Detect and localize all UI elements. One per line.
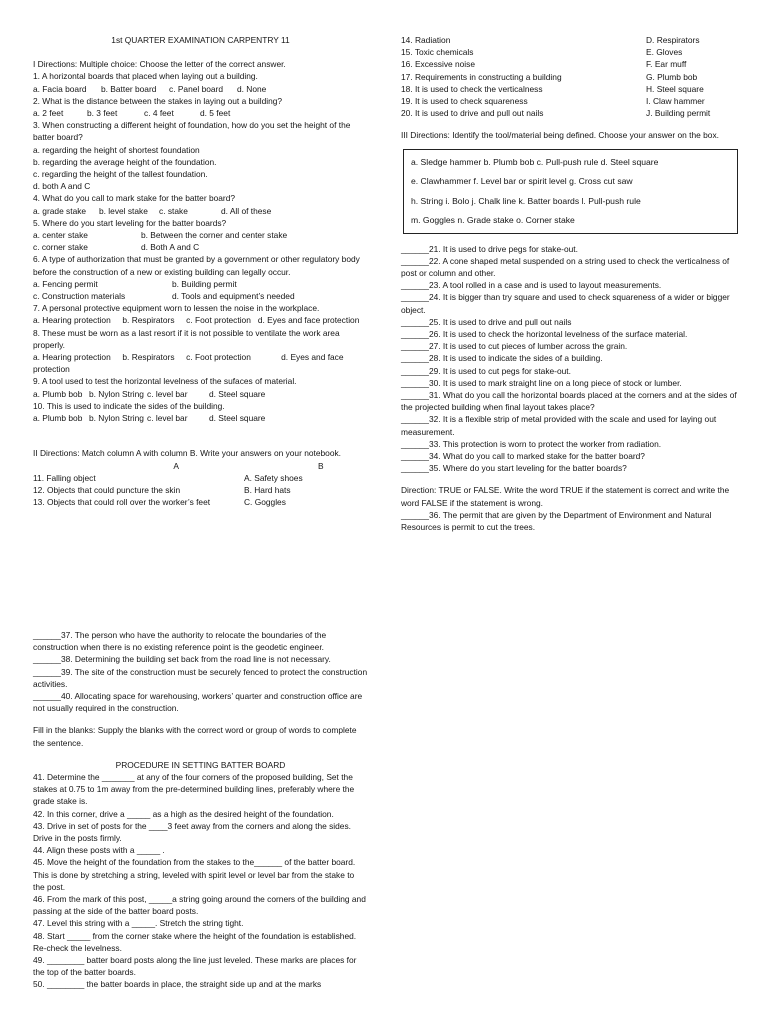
choice: d. All of these	[221, 205, 272, 216]
choice: c. Foot protection	[186, 352, 251, 363]
fill-blank-item: 47. Level this string with a _____. Stretch the string tight.	[33, 918, 244, 929]
choice: d. 5 feet	[200, 108, 231, 119]
choices-row	[33, 412, 368, 424]
true-false-item: ______40. Allocating space for warehousing, workers’ quarter and construction office are not usually required in the construction.	[33, 691, 363, 714]
part4-directions: Direction: TRUE or FALSE. Write the word TRUE if the statement is correct and write the word FALSE if the statement is wrong.	[401, 485, 730, 508]
choice: a. 2 feet	[33, 108, 64, 119]
choice: b. 3 feet	[87, 108, 118, 119]
question-text: 5. Where do you start leveling for the batter boards?	[33, 217, 227, 228]
question-text: 9. A tool used to test the horizontal levelness of the sufaces of material.	[33, 376, 297, 387]
question	[33, 400, 368, 424]
choices-row	[33, 278, 368, 290]
match-item-a: 14. Radiation	[401, 35, 451, 45]
identification-item: ______24. It is bigger than try square and used to check squareness of a wider or bigger object.	[401, 292, 730, 315]
question	[33, 302, 368, 326]
choices-row	[33, 205, 368, 217]
choices-row	[33, 241, 368, 253]
choice: d. Both A and C	[141, 242, 200, 253]
match-row	[33, 496, 368, 508]
choice: a. Hearing protection	[33, 315, 111, 326]
choice: b. level stake	[99, 205, 148, 216]
part2-directions: II Directions: Match column A with column B. Write your answers on your notebook.	[33, 448, 341, 459]
choice: c. level bar	[147, 388, 188, 399]
choice: a. grade stake	[33, 205, 87, 216]
question	[33, 327, 368, 376]
match-item-b: I. Claw hammer	[646, 96, 705, 107]
identification-item: ______23. A tool rolled in a case and is used to layout measurements.	[401, 280, 662, 291]
choice: c. level bar	[147, 413, 188, 424]
choice: c. Construction materials	[33, 291, 126, 302]
match-row	[33, 484, 368, 496]
exam-title: 1st QUARTER EXAMINATION CARPENTRY 11	[111, 35, 290, 45]
box-line: m. Goggles n. Grade stake o. Corner stake	[411, 215, 575, 226]
choice: c. 4 feet	[144, 108, 174, 119]
column-b-header: B	[318, 460, 324, 471]
true-false-item: ______36. The permit that are given by the Department of Environment and Natural Resources is permit to cut the trees.	[401, 509, 712, 533]
fill-blank-item: 42. In this corner, drive a _____ as a high as the desired height of the foundation.	[33, 808, 334, 819]
choice: b. Respirators	[122, 352, 175, 363]
choices-flow	[33, 314, 368, 326]
identification-item: ______29. It is used to cut pegs for stake-out.	[401, 365, 571, 376]
match-row	[401, 95, 738, 107]
choice: d. None	[237, 83, 267, 94]
question	[33, 375, 368, 399]
choice: b. Between the corner and center stake	[141, 230, 288, 241]
part3-directions: III Directions: Identify the tool/material being defined. Choose your answer on the box.	[401, 130, 719, 141]
match-row	[401, 107, 738, 119]
choice: a. center stake	[33, 230, 88, 241]
identification-item: ______35. Where do you start leveling for the batter boards?	[401, 463, 627, 474]
fill-blank-item: 44. Align these posts with a _____ .	[33, 845, 165, 856]
choice: a. Hearing protection	[33, 352, 111, 363]
identification-item: ______31. What do you call the horizontal boards placed at the corners and at the sides of the projected building when final layout takes place?	[401, 390, 737, 413]
choice: c. Foot protection	[186, 315, 251, 326]
match-item-a: 12. Objects that could puncture the skin	[33, 484, 181, 495]
match-item-b: C. Goggles	[244, 497, 286, 508]
identification-item: ______32. It is a flexible strip of metal provided with the scale and used for laying out measurement.	[401, 414, 717, 437]
question	[33, 119, 368, 192]
choice: d. Steel square	[209, 413, 266, 424]
question-text: 4. What do you call to mark stake for the batter board?	[33, 193, 236, 204]
match-item-a: 17. Requirements in constructing a building	[401, 71, 562, 82]
box-line: h. String i. Bolo j. Chalk line k. Batter boards l. Pull-push rule	[411, 195, 641, 206]
choice: b. Nylon String	[89, 413, 144, 424]
left-column	[33, 34, 368, 508]
box-line: a. Sledge hammer b. Plumb bob c. Pull-push rule d. Steel square	[411, 156, 659, 167]
choice: c. corner stake	[33, 242, 88, 253]
identification-item: ______21. It is used to drive pegs for stake-out.	[401, 243, 578, 254]
choice: a. Facia board	[33, 83, 87, 94]
part1-directions: I Directions: Multiple choice: Choose the letter of the correct answer.	[33, 59, 286, 70]
question	[33, 192, 368, 216]
choice: a. Plumb bob	[33, 388, 83, 399]
identification-item: ______27. It is used to cut pieces of lumber across the grain.	[401, 341, 628, 352]
match-item-a: 20. It is used to drive and pull out nails	[401, 108, 544, 119]
choice: d. Eyes and face protection	[257, 315, 360, 326]
choice: d. Steel square	[209, 388, 266, 399]
part5-directions: Fill in the blanks: Supply the blanks with the correct word or group of words to complete the sentence.	[33, 725, 357, 748]
match-item-b: H. Steel square	[646, 83, 704, 94]
match-item-b: E. Gloves	[646, 47, 683, 58]
question	[33, 95, 368, 119]
question-text: 8. These must be worn as a last resort if it is not possible to ventilate the work area properly.	[33, 327, 340, 350]
column-a-header: A	[173, 460, 179, 471]
match-item-b: F. Ear muff	[646, 59, 687, 70]
choice: a. Fencing permit	[33, 278, 98, 289]
question	[33, 217, 368, 254]
choices-flow	[33, 351, 368, 375]
choice: b. Building permit	[172, 278, 237, 289]
choice: b. Nylon String	[89, 388, 144, 399]
fill-blank-item: 48. Start _____ from the corner stake where the height of the foundation is established. Re-check the levelness.	[33, 930, 357, 953]
match-item-a: 19. It is used to check squareness	[401, 96, 528, 107]
true-false-item: ______37. The person who have the authority to relocate the boundaries of the construction when there is no existing reference point is the geodetic engineer.	[33, 630, 327, 653]
choices-row	[33, 290, 368, 302]
match-item-a: 13. Objects that could roll over the worker’s feet	[33, 497, 211, 508]
choice: c. Panel board	[169, 83, 224, 94]
choice: d. both A and C	[33, 181, 91, 192]
question-text: 7. A personal protective equipment worn to lessen the noise in the workplace.	[33, 303, 320, 314]
match-item-a: 15. Toxic chemicals	[401, 47, 474, 58]
box-line: e. Clawhammer f. Level bar or spirit level g. Cross cut saw	[411, 176, 633, 187]
match-item-b: B. Hard hats	[244, 484, 291, 495]
match-item-b: A. Safety shoes	[244, 472, 303, 483]
match-item-b: G. Plumb bob	[646, 71, 698, 82]
match-item-a: 11. Falling object	[33, 472, 96, 483]
identification-item: ______28. It is used to indicate the sides of a building.	[401, 353, 603, 364]
question-text: 1. A horizontal boards that placed when laying out a building.	[33, 71, 258, 82]
match-row	[401, 83, 738, 95]
question	[33, 70, 368, 94]
match-item-b: J. Building permit	[646, 108, 711, 119]
question-text: 2. What is the distance between the stakes in laying out a building?	[33, 95, 283, 106]
fill-blank-item: 50. ________ the batter boards in place, the straight side up and at the marks	[33, 979, 322, 990]
match-headers	[33, 460, 368, 472]
choices-row	[33, 388, 368, 400]
left-column-continued	[33, 629, 368, 991]
procedure-heading: PROCEDURE IN SETTING BATTER BOARD	[115, 759, 286, 770]
question-text: 3. When constructing a different height of foundation, how do you set the height of the batter board?	[33, 120, 351, 143]
choice: a. Plumb bob	[33, 413, 83, 424]
answer-choices-box	[403, 149, 738, 234]
choice: a. regarding the height of shortest foundation	[33, 144, 200, 155]
identification-item: ______30. It is used to mark straight line on a long piece of stock or lumber.	[401, 377, 682, 388]
question-text: 6. A type of authorization that must be granted by a government or other regulatory body before the construction of a new or existing building can legally occur.	[33, 254, 360, 277]
identification-item: ______33. This protection is worn to protect the worker from radiation.	[401, 438, 662, 449]
choices-row	[33, 229, 368, 241]
match-row	[401, 34, 738, 46]
fill-blank-item: 45. Move the height of the foundation from the stakes to the______ of the batter board. This is done by stretching a string, leveled with spirit level or level bar from the stake to the post.	[33, 857, 356, 892]
choices-row	[33, 107, 368, 119]
choice: b. Batter board	[101, 83, 157, 94]
fill-blank-item: 46. From the mark of this post, _____a string going around the corners of the building and passing at the side of the batter board posts.	[33, 894, 366, 917]
choice: c. stake	[159, 205, 188, 216]
fill-blank-item: 43. Drive in set of posts for the ____3 feet away from the corners and along the sides. Drive in the posts firmly.	[33, 820, 351, 844]
identification-item: ______26. It is used to check the horizontal levelness of the surface material.	[401, 329, 688, 340]
match-row	[33, 472, 368, 484]
choice: d. Tools and equipment’s needed	[172, 291, 295, 302]
question	[33, 253, 368, 302]
fill-blank-item: 49. ________ batter board posts along the line just leveled. These marks are places for the top of the batter boards.	[33, 955, 357, 978]
choice: b. regarding the average height of the foundation.	[33, 156, 217, 167]
choice: b. Respirators	[122, 315, 175, 326]
fill-blank-item: 41. Determine the _______ at any of the four corners of the proposed building, Set the stakes at 0.75 to 1m away from the pre-determined building lines, preferably where the grade stake is.	[33, 772, 355, 807]
identification-item: ______22. A cone shaped metal suspended on a string used to check the verticalness of post or column and other.	[401, 255, 730, 279]
question-text: 10. This is used to indicate the sides of the building.	[33, 400, 225, 411]
match-row	[401, 46, 738, 58]
right-column	[401, 34, 738, 533]
true-false-item: ______39. The site of the construction must be securely fenced to protect the construction activities.	[33, 666, 368, 689]
identification-item: ______25. It is used to drive and pull out nails	[401, 316, 572, 327]
choices-row	[33, 83, 368, 95]
choice: c. regarding the height of the tallest foundation.	[33, 169, 208, 180]
match-row	[401, 71, 738, 83]
match-item-b: D. Respirators	[646, 35, 700, 45]
choice: d. Eyes and face protection	[33, 352, 344, 375]
identification-item: ______34. What do you call to marked stake for the batter board?	[401, 451, 645, 462]
true-false-item: ______38. Determining the building set back from the road line is not necessary.	[33, 654, 331, 665]
match-item-a: 18. It is used to check the verticalness	[401, 83, 543, 94]
match-row	[401, 58, 738, 70]
match-item-a: 16. Excessive noise	[401, 59, 476, 70]
